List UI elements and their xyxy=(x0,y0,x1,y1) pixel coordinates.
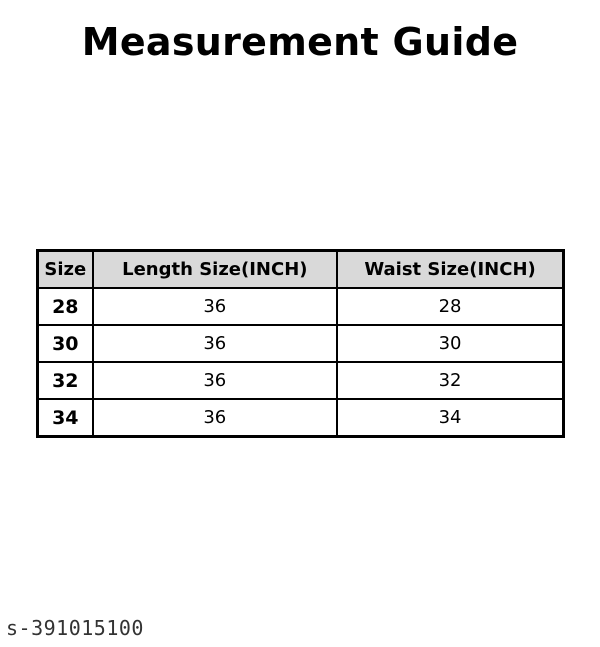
table-row xyxy=(38,362,564,399)
length-cell: 36 xyxy=(93,325,337,362)
table-row xyxy=(38,399,564,437)
header-waist: Waist Size(INCH) xyxy=(337,251,563,289)
size-cell: 30 xyxy=(38,325,93,362)
length-cell: 36 xyxy=(93,362,337,399)
table-row xyxy=(38,288,564,325)
waist-cell: 28 xyxy=(337,288,563,325)
header-length: Length Size(INCH) xyxy=(93,251,337,289)
length-cell: 36 xyxy=(93,288,337,325)
length-cell: 36 xyxy=(93,399,337,437)
size-cell: 32 xyxy=(38,362,93,399)
waist-cell: 30 xyxy=(337,325,563,362)
size-cell: 34 xyxy=(38,399,93,437)
page-title: Measurement Guide xyxy=(81,20,519,64)
waist-cell: 32 xyxy=(337,362,563,399)
table-header-row xyxy=(38,251,564,289)
waist-cell: 34 xyxy=(337,399,563,437)
header-size: Size xyxy=(38,251,93,289)
product-code: s-391015100 xyxy=(6,616,144,640)
table-row xyxy=(38,325,564,362)
measurement-table xyxy=(36,249,565,438)
size-cell: 28 xyxy=(38,288,93,325)
